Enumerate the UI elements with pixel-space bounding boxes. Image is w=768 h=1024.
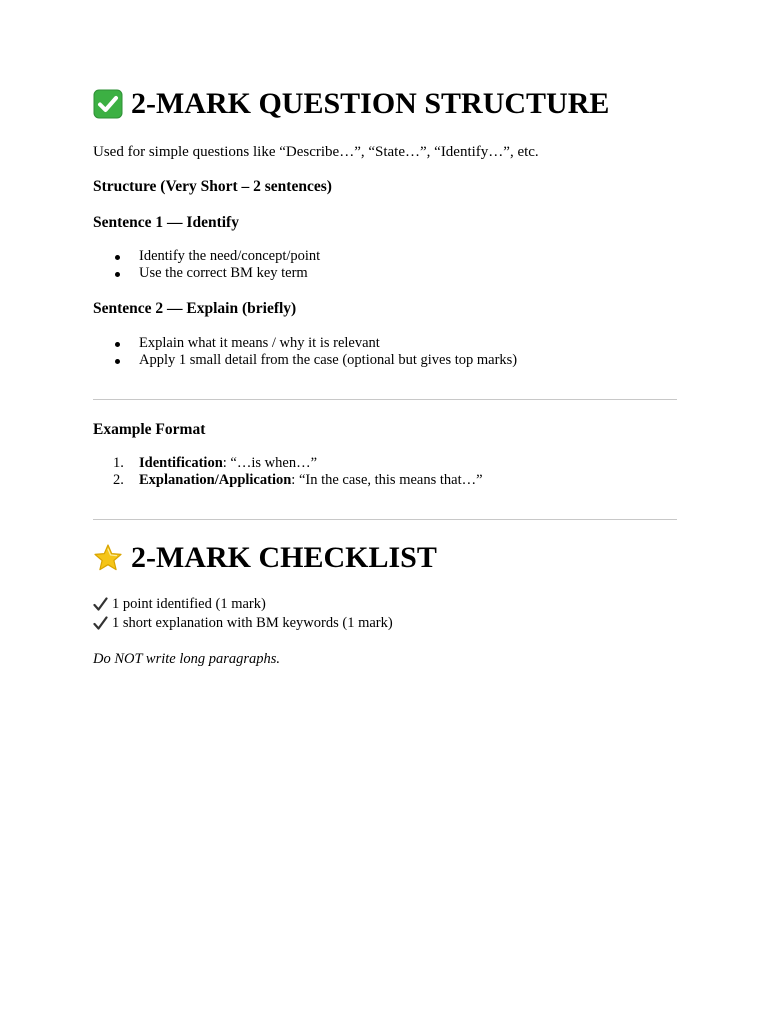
bullet-dot bbox=[115, 342, 120, 347]
star-icon bbox=[93, 543, 123, 573]
sentence2-heading: Sentence 2 — Explain (briefly) bbox=[93, 300, 297, 317]
item-label: Identification bbox=[139, 455, 223, 471]
section-heading-checklist bbox=[93, 540, 437, 576]
sentence1-heading: Sentence 1 — Identify bbox=[93, 214, 239, 231]
section-title: 2-MARK QUESTION STRUCTURE bbox=[131, 87, 610, 120]
note-text: Do NOT write long paragraphs. bbox=[93, 651, 281, 667]
check-mark-button-icon bbox=[93, 89, 123, 119]
bullet-dot bbox=[115, 255, 120, 260]
section-heading-question-structure bbox=[93, 86, 609, 122]
section-title: 2-MARK CHECKLIST bbox=[131, 541, 437, 574]
check-mark-icon bbox=[93, 616, 108, 631]
bullet-dot bbox=[115, 272, 120, 277]
example-heading: Example Format bbox=[93, 421, 206, 438]
bullet-dot bbox=[115, 359, 120, 364]
horizontal-rule bbox=[93, 519, 677, 520]
intro-text: Used for simple questions like “Describe…”, “State…”, “Identify…”, etc. bbox=[93, 144, 539, 160]
structure-heading: Structure (Very Short – 2 sentences) bbox=[93, 178, 332, 195]
checklist-item: 1 point identified (1 mark) bbox=[93, 595, 266, 613]
check-mark-icon bbox=[93, 597, 108, 612]
horizontal-rule bbox=[93, 399, 677, 400]
item-label: Explanation/Application bbox=[139, 472, 292, 488]
checklist-item: 1 short explanation with BM keywords (1 mark) bbox=[93, 614, 393, 632]
